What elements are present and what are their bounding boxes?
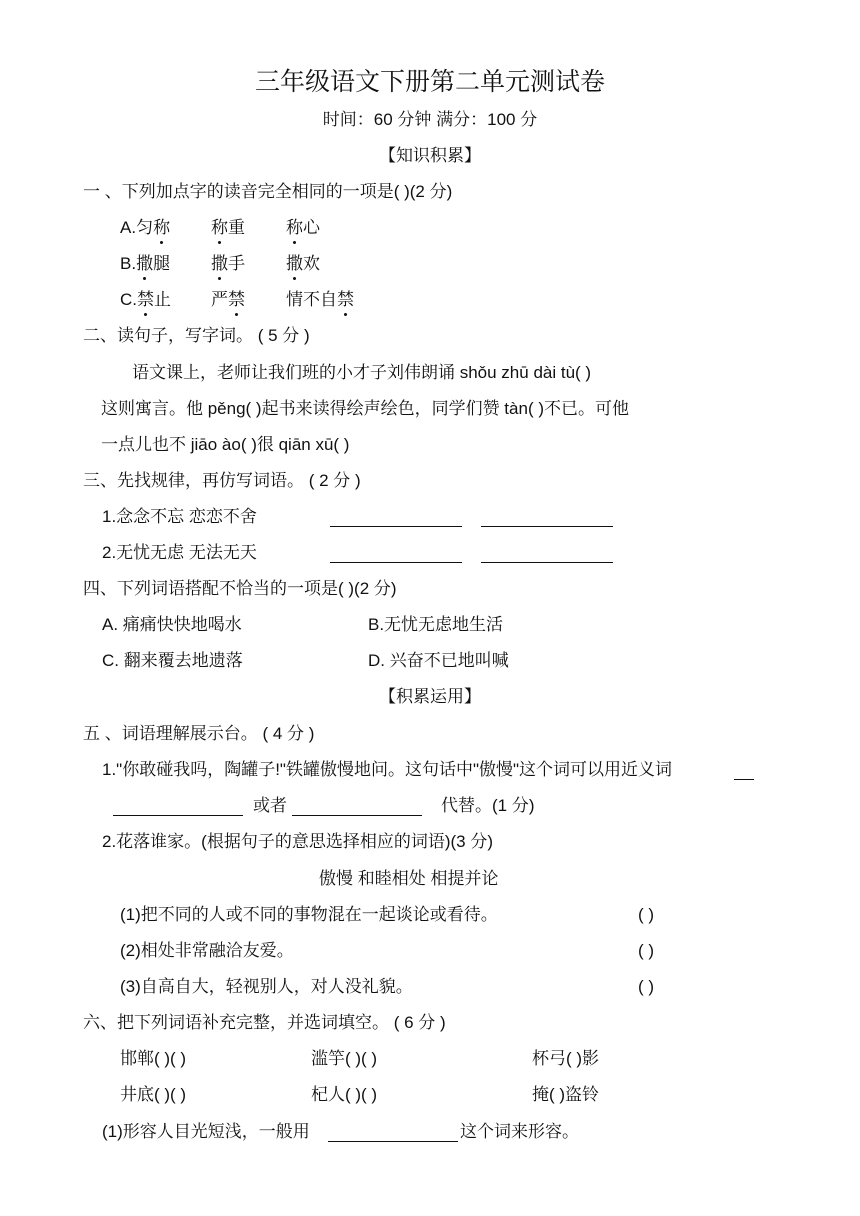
q6-idiom: 井底( )( ): [120, 1085, 187, 1104]
dotted-char: 禁: [228, 290, 245, 309]
q5-part2-stem: 2.花落谁家。(根据句子的意思选择相应的词语)(3 分): [102, 832, 493, 851]
dotted-char: 禁: [337, 290, 354, 309]
q5-item-1: (1)把不同的人或不同的事物混在一起谈论或看待。: [120, 905, 498, 924]
dotted-char: 称: [153, 218, 171, 237]
option-label: A.: [120, 218, 137, 237]
q6-sub-1-prefix: (1)形容人目光短浅，一般用: [102, 1122, 310, 1141]
answer-blank[interactable]: [330, 544, 462, 563]
dotted-char: 称: [286, 218, 303, 237]
answer-blank[interactable]: [328, 1123, 458, 1142]
question-6-stem: 六、把下列词语补充完整，并选词填空。 ( 6 分 ): [83, 1013, 446, 1032]
q1-option-a-word2: 称重: [211, 218, 245, 237]
q2-line-2: 这则寓言。他 pěng( )起书来读得绘声绘色，同学们赞 tàn( )不已。可他: [101, 399, 629, 418]
answer-blank[interactable]: [481, 544, 613, 563]
q4-option-d: D. 兴奋不已地叫喊: [368, 651, 509, 670]
exam-meta: 时间：60 分钟 满分：100 分: [322, 110, 538, 129]
answer-blank[interactable]: [330, 508, 462, 527]
q1-option-a: A.匀称: [120, 218, 171, 237]
dotted-char: 撒: [211, 254, 228, 273]
answer-paren[interactable]: ( ): [638, 977, 655, 996]
answer-blank[interactable]: [292, 797, 422, 816]
q4-option-a: A. 痛痛快快地喝水: [102, 615, 242, 634]
page-title: 三年级语文下册第二单元测试卷: [254, 67, 605, 96]
q3-row-1: 1.念念不忘 恋恋不舍: [102, 507, 257, 526]
answer-paren[interactable]: ( ): [638, 941, 655, 960]
section-heading-application: 【积累运用】: [379, 687, 481, 706]
q6-idiom: 掩( )盗铃: [532, 1085, 600, 1104]
q6-idiom: 邯郸( )( ): [120, 1049, 187, 1068]
dotted-char: 禁: [137, 290, 154, 309]
q4-option-c: C. 翻来覆去地遗落: [102, 651, 243, 670]
question-4-stem: 四、下列词语搭配不恰当的一项是( )(2 分): [83, 579, 397, 598]
q4-option-b: B.无忧无虑地生活: [368, 615, 504, 634]
q5-item-2: (2)相处非常融洽友爱。: [120, 941, 294, 960]
q6-idiom: 杯弓( )影: [532, 1049, 600, 1068]
dotted-char: 撒: [136, 254, 154, 273]
q2-line-1: 语文课上，老师让我们班的小才子刘伟朗诵 shǒu zhū dài tù( ): [132, 363, 592, 382]
q5-word-options: 傲慢 和睦相处 相提并论: [319, 869, 499, 888]
dotted-char: 称: [211, 218, 228, 237]
q1-option-b: B.撒腿: [120, 254, 171, 273]
question-1-stem: 一 、下列加点字的读音完全相同的一项是( )(2 分): [83, 182, 453, 201]
q5-part1-end: 代替。(1 分): [441, 796, 535, 815]
q1-option-c: C.禁止: [120, 290, 171, 309]
q1-option-b-word2: 撒手: [211, 254, 245, 273]
q6-idiom: 杞人( )( ): [311, 1085, 378, 1104]
option-label: B.: [120, 254, 137, 273]
q1-option-c-word2: 严禁: [211, 290, 245, 309]
q5-part1-line1: 1."你敢碰我吗，陶罐子!"铁罐傲慢地问。这句话中"傲慢"这个词可以用近义词: [102, 760, 673, 779]
question-2-stem: 二、读句子，写字词。 ( 5 分 ): [83, 326, 310, 345]
q1-option-b-word3: 撒欢: [286, 254, 320, 273]
question-3-stem: 三、先找规律，再仿写词语。 ( 2 分 ): [83, 471, 361, 490]
q1-option-c-word3: 情不自禁: [286, 290, 354, 309]
section-heading-knowledge: 【知识积累】: [379, 146, 481, 165]
q2-line-3: 一点儿也不 jiāo ào( )很 qiān xū( ): [101, 435, 350, 454]
q5-item-3: (3)自高自大，轻视别人，对人没礼貌。: [120, 977, 413, 996]
answer-blank[interactable]: [734, 761, 754, 780]
question-5-stem: 五 、词语理解展示台。 ( 4 分 ): [83, 724, 315, 743]
answer-blank[interactable]: [481, 508, 613, 527]
dotted-char: 撒: [286, 254, 303, 273]
option-label: C.: [120, 290, 137, 309]
answer-blank[interactable]: [113, 797, 243, 816]
q5-part1-or: 或者: [253, 796, 287, 815]
q6-idiom: 滥竽( )( ): [311, 1049, 378, 1068]
q1-option-a-word3: 称心: [286, 218, 320, 237]
answer-paren[interactable]: ( ): [638, 905, 655, 924]
q6-sub-1-suffix: 这个词来形容。: [460, 1122, 579, 1141]
q3-row-2: 2.无忧无虑 无法无天: [102, 543, 257, 562]
